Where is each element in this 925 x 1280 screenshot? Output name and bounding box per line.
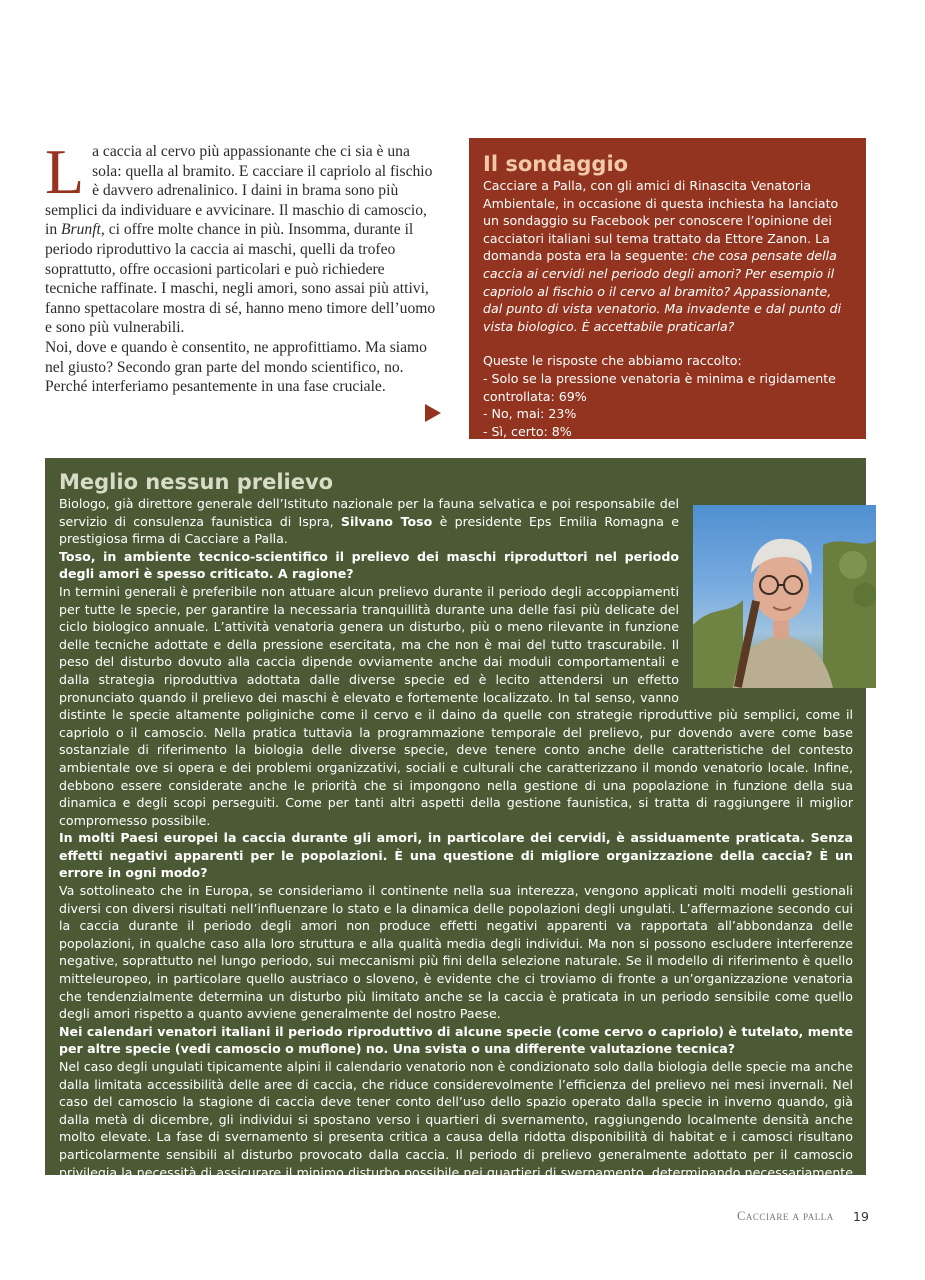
interview-body <box>59 495 853 1199</box>
intro-paragraph-2: Noi, dove e quando è consentito, ne approfittiamo. Ma siamo nel giusto? Secondo gran parte del mondo scientifico, no. Perché interferiamo pesantemente in una fase cruciale. <box>45 338 427 396</box>
interview-intro-b: è presidente Eps Emilia Romagna e prestigiosa firma di Cacciare a Palla. <box>59 513 679 547</box>
poll-spacer <box>483 335 853 352</box>
poll-question: che cosa pensate della caccia ai cervidi nel periodo degli amori? Per esempio il capriolo al fischio o il cervo al bramito? Appassionante, dal punto di vista venatorio. Ma invadente e dal punto di vista biologico. È accettabile praticarla? <box>483 248 842 334</box>
interviewee-name: Silvano Toso <box>340 513 433 529</box>
continue-arrow-icon <box>425 404 441 422</box>
poll-box <box>469 138 866 439</box>
magazine-name: Cacciare a palla <box>737 1209 834 1223</box>
poll-body <box>483 177 853 440</box>
page-number: 19 <box>853 1209 869 1224</box>
intro-text-a: a caccia al cervo più appassionante che ci sia è una sola: quella al bramito. E cacciare il capriolo al fischio è davvero adrenalinico. I daini in brama sono più semplici da individuare e avvicinare. Il maschio di camoscio, in <box>45 143 433 239</box>
interview-box <box>45 458 866 1198</box>
intro-paragraph-1 <box>45 136 440 338</box>
intro-column <box>45 136 440 397</box>
poll-answers-intro: Queste le risposte che abbiamo raccolto: <box>483 353 742 369</box>
answer-2: Va sottolineato che in Europa, se consideriamo il continente nella sua interezza, vengono applicati molti modelli gestionali diversi con diversi risultati nell’influenzare lo stato e la dinamica delle popolazioni degli ungulati. L’affermazione secondo cui la caccia durante il periodo degli amori non produce effetti negativi apparenti va rapportata all’abbondanza delle popolazioni, in qualche caso alla loro struttura e alla qualità media degli individui. Ma non si possono escludere interferenze negative, soprattutto nel lungo periodo, sui meccanismi più fini della selezione naturale. Se il modello di riferimento è quello mitteleuropeo, in particolare quello austriaco o sloveno, è evidente che ci troviamo di fronte a un’organizzazione venatoria che tendenzialmente determina un disturbo più limitato anche se la caccia è praticata in un periodo sensibile come quello degli amori rispetto a quanto avviene generalmente del nostro Paese. <box>59 883 853 1022</box>
interview-title: Meglio nessun prelievo <box>59 470 334 494</box>
drop-cap: L <box>45 136 85 207</box>
question-1: Toso, in ambiente tecnico-scientifico il prelievo dei maschi riproduttori nel periodo degli amori è spesso criticato. A ragione? <box>59 548 679 582</box>
poll-title: Il sondaggio <box>483 152 629 176</box>
poll-answer-2: - No, mai: 23% <box>483 406 577 422</box>
answer-3: Nel caso degli ungulati tipicamente alpini il calendario venatorio non è condizionato solo dalla biologia delle specie ma anche dalla limitata accessibilità delle aree di caccia, che riduce considerevolmente l’efficienza del prelievo nei mesi invernali. Nel caso del camoscio la stagione di caccia deve tener conto dell’uso dello spazio operato dalla specie in inverno quando, già dalla metà di dicembre, gli individui si spostano verso i quartieri di svernamento, raggiungendo localmente densità anche molto elevate. La fase di svernamento si presenta critica a causa della ridotta disponibilità di habitat e i camosci risultano particolarmente sensibili al disturbo provocato dalla caccia. Il periodo di prelievo generalmente adottato per il camoscio privilegia la necessità di assicurare il minimo disturbo possibile nei quartieri di svernamento, determinando necessariamente una sovrapposizione della stagione venatoria con il periodo degli accoppiamenti. <box>59 1059 853 1198</box>
portrait-photo <box>693 505 876 688</box>
poll-answer-3: - Sì, certo: 8% <box>483 423 572 439</box>
poll-text: Cacciare a Palla, con gli amici di Rinascita Venatoria Ambientale, in occasione di questa inchiesta ha lanciato un sondaggio su Facebook per conoscere l’opinione dei cacciatori italiani sul tema trattato da Ettore Zanon. La domanda posta era la seguente: <box>483 178 839 264</box>
question-3: Nei calendari venatori italiani il periodo riproduttivo di alcune specie (come cervo o capriolo) è tutelato, mente per altre specie (vedi camoscio o muflone) no. Una svista o una differente valutazione tecnica? <box>59 1023 853 1057</box>
poll-answer-1: - Solo se la pressione venatoria è minima e rigidamente controllata: 69% <box>483 370 836 404</box>
question-2: In molti Paesi europei la caccia durante gli amori, in particolare dei cervidi, è assiduamente praticata. Senza effetti negativi apparenti per le popolazioni. È una questione di migliore organizzazione della caccia? È un errore in ogni modo? <box>59 830 853 881</box>
answer-1: In termini generali è preferibile non attuare alcun prelievo durante il periodo degli accoppiamenti per tutte le specie, per garantire la necessaria tranquillità durante una delle fasi più delicate del ciclo biologico annuale. L’attività venatoria genera un disturbo, più o meno rilevante in funzione delle tecniche adottate e della pressione esercitata, ma che non è mai del tutto trascurabile. Il peso del disturbo dovuto alla caccia dipende ovviamente anche dai moduli comportamentali e dalla strategia riproduttiva adottata dalle diverse specie ed è lecito attendersi un effetto pronunciato quando il prelievo dei maschi è elevato e fortemente localizzato. In tal senso, vanno distinte le specie altamente poliginiche come il cervo e il daino da quelle con strategie riproduttive più semplici, come il capriolo o il camoscio. Nella pratica tuttavia la programmazione temporale del prelievo, pur dovendo avere come base sostanziale di riferimento la biologia delle diverse specie, deve tenere conto anche delle caratteristiche del contesto ambientale ove si opera e dei problemi organizzativi, sociali e culturali che caratterizzano il mondo venatorio locale. Infine, debbono essere considerate anche le priorità che si impongono nella gestione di una popolazione in funzione della sua dinamica e degli scopi perseguiti. Come per tanti altri aspetti della gestione faunistica, si tratta di raggiungere il miglior compromesso possibile. <box>59 583 853 828</box>
intro-text-b: , ci offre molte chance in più. Insomma, durante il periodo riproduttivo la caccia ai maschi, quelli da trofeo soprattutto, offre occasioni particolari e può richiedere tecniche raffinate. I maschi, negli amori, sono assai più attivi, fanno spettacolare mostra di sé, hanno meno timore dell’uomo e sono più vulnerabili. <box>45 221 436 337</box>
intro-italic-term: Brunft <box>61 221 101 239</box>
interview-intro-a: Biologo, già direttore generale dell’Istituto nazionale per la fauna selvatica e poi responsabile del servizio di consulenza faunistica di Ispra, <box>59 496 679 529</box>
portrait-illustration <box>693 505 876 688</box>
